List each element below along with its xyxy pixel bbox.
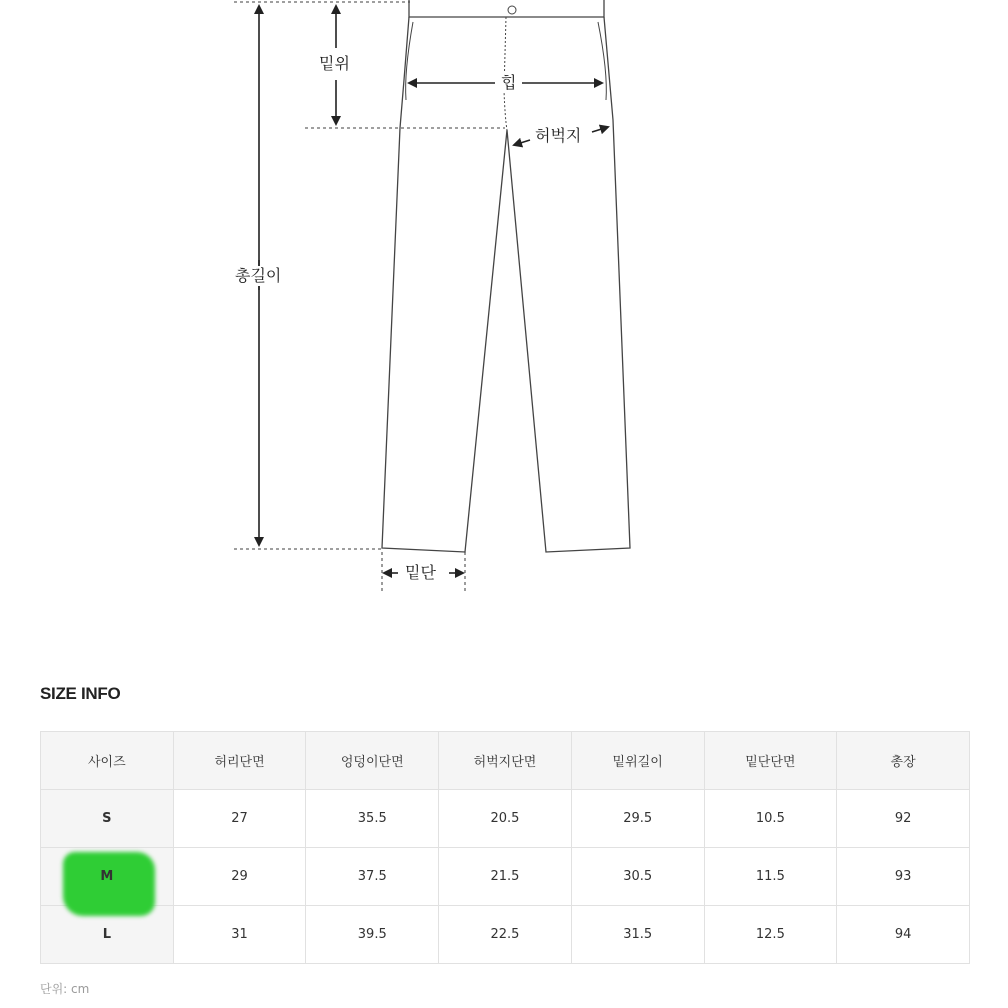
table-row bbox=[41, 790, 970, 848]
header-hem: 밑단단면 bbox=[704, 732, 837, 790]
header-size: 사이즈 bbox=[41, 732, 174, 790]
thigh-cell: 22.5 bbox=[439, 906, 572, 964]
rise-cell: 29.5 bbox=[571, 790, 704, 848]
header-waist: 허리단면 bbox=[173, 732, 306, 790]
total-length-cell: 93 bbox=[837, 848, 970, 906]
guide-lines bbox=[234, 2, 505, 592]
hem-cell: 12.5 bbox=[704, 906, 837, 964]
hip-label: 힙 bbox=[501, 73, 517, 92]
thigh-cell: 20.5 bbox=[439, 790, 572, 848]
size-cell: L bbox=[41, 906, 174, 964]
table-row bbox=[41, 906, 970, 964]
waist-cell: 29 bbox=[173, 848, 306, 906]
header-thigh: 허벅지단면 bbox=[439, 732, 572, 790]
total-length-label: 총길이 bbox=[235, 266, 282, 285]
waist-cell: 31 bbox=[173, 906, 306, 964]
size-table bbox=[40, 731, 970, 964]
rise-cell: 30.5 bbox=[571, 848, 704, 906]
size-cell-highlighted bbox=[41, 848, 174, 906]
size-label: M bbox=[100, 869, 114, 884]
hip-cell: 35.5 bbox=[306, 790, 439, 848]
rise-label: 밑위 bbox=[319, 54, 350, 73]
thigh-label: 허벅지 bbox=[535, 126, 582, 145]
hip-cell: 39.5 bbox=[306, 906, 439, 964]
hem-label: 밑단 bbox=[405, 563, 436, 582]
thigh-cell: 21.5 bbox=[439, 848, 572, 906]
total-length-cell: 92 bbox=[837, 790, 970, 848]
table-row bbox=[41, 848, 970, 906]
total-length-cell: 94 bbox=[837, 906, 970, 964]
unit-note: 단위: cm bbox=[40, 982, 90, 996]
rise-cell: 31.5 bbox=[571, 906, 704, 964]
waist-cell: 27 bbox=[173, 790, 306, 848]
header-hip: 엉덩이단면 bbox=[306, 732, 439, 790]
hem-cell: 11.5 bbox=[704, 848, 837, 906]
table-header-row bbox=[41, 732, 970, 790]
green-highlight-marker bbox=[63, 852, 155, 916]
hem-cell: 10.5 bbox=[704, 790, 837, 848]
header-rise: 밑위길이 bbox=[571, 732, 704, 790]
size-info-title: SIZE INFO bbox=[40, 684, 121, 703]
hip-cell: 37.5 bbox=[306, 848, 439, 906]
measurement-arrows bbox=[259, 6, 608, 573]
header-total-length: 총장 bbox=[837, 732, 970, 790]
size-cell: S bbox=[41, 790, 174, 848]
